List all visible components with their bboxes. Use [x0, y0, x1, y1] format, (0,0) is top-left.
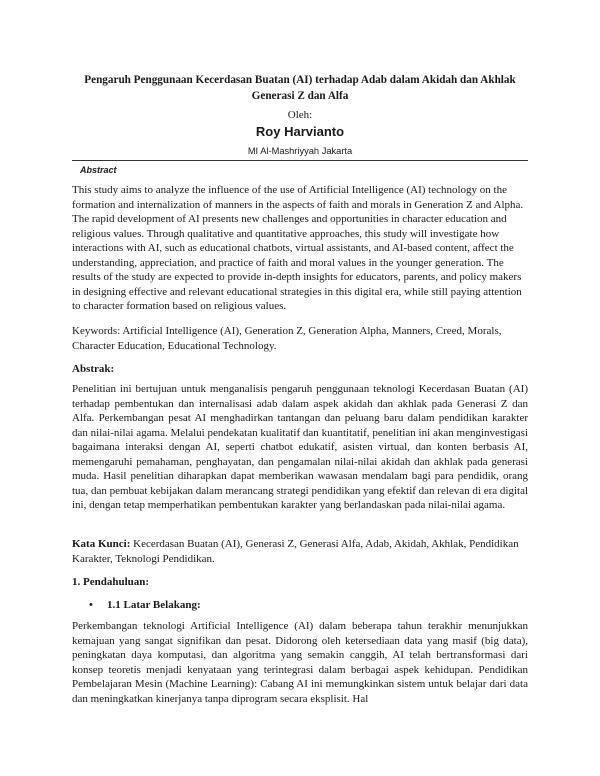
kata-kunci-paragraph [72, 537, 528, 566]
subsection-heading-latar-belakang [89, 599, 519, 611]
abstrak-heading: Abstrak: [72, 363, 115, 375]
title-line-2: Generasi Z dan Alfa [251, 90, 349, 102]
body-paragraph: Perkembangan teknologi Artificial Intelligence (AI) dalam beberapa tahun terakhir menunjukkan kemajuan yang sangat signifikan dan pesat. Didorong oleh ketersediaan data yang masif (big data), peningkatan daya komputasi, dan algoritma yang semakin canggih, AI telah bertransformasi dari konsep teoretis menjadi kenyataan yang terintegrasi dalam berbagai aspek kehidupan. Pendidikan Pembelajaran Mesin (Machine Learning): Cabang AI ini memungkinkan sistem untuk belajar dari data dan meningkatkan kinerjanya tanpa diprogram secara eksplisit. Hal [72, 620, 528, 705]
kata-kunci-label: Kata Kunci: [72, 538, 131, 550]
paper-title [60, 72, 540, 104]
by-label: Oleh: [287, 109, 313, 121]
abstrak-indonesian: Penelitian ini bertujuan untuk menganalisis pengaruh penggunaan teknologi Kecerdasan Buatan (AI) terhadap pembentukan dan internalisasi adab dalam aspek akidah dan akhlak pada Generasi Z dan Alfa. Perkembangan pesat AI menghadirkan tantangan dan peluang baru dalam pendidikan karakter dan nilai-nilai agama. Melalui pendekatan kualitatif dan kuantitatif, penelitian ini akan menginvestigasi bagaimana interaksi dengan AI, seperti chatbot edukatif, asisten virtual, dan konten berbasis AI, memengaruhi pemahaman, penghayatan, dan pengamalan nilai-nilai akidah dan akhlak pada generasi muda. Hasil penelitian diharapkan dapat memberikan wawasan mendalam bagi para pendidik, orang tua, dan pembuat kebijakan dalam merancang strategi pendidikan yang efektif dan relevan di era digital ini, dengan tetap memperhatikan pembentukan karakter yang berlandaskan pada nilai-nilai agama. [72, 383, 529, 511]
subsection-title: 1.1 Latar Belakang: [107, 599, 201, 611]
abstract-english: This study aims to analyze the influence of the use of Artificial Intelligence (AI) technology on the formation and internalization of manners in the aspects of faith and morals in Generation Z and Alpha. The rapid development of AI presents new challenges and opportunities in character education and religious values. Through qualitative and quantitative approaches, this study will investigate how interactions with AI, such as educational chatbots, virtual assistants, and AI-based content, affect the understanding, appreciation, and practice of faith and moral values in the younger generation. The results of the study are expected to provide in-depth insights for educators, parents, and policy makers in designing effective and relevant educational strategies in this digital era, while still paying attention to character formation based on religious values. [72, 184, 524, 312]
kata-kunci-text: Kecerdasan Buatan (AI), Generasi Z, Generasi Alfa, Adab, Akidah, Akhlak, Pendidikan Karakter, Teknologi Pendidikan. [72, 538, 519, 565]
keywords-english: Keywords: Artificial Intelligence (AI), Generation Z, Generation Alpha, Manners, Creed, Morals, Character Education, Educational Technology. [72, 325, 502, 352]
author-name: Roy Harvianto [255, 124, 345, 139]
title-line-1: Pengaruh Penggunaan Kecerdasan Buatan (AI) terhadap Adab dalam Akidah dan Akhlak [84, 74, 516, 86]
abstract-label: Abstract [80, 165, 117, 175]
author-affiliation: MI Al-Mashriyyah Jakarta [247, 146, 353, 156]
section-heading-pendahuluan: 1. Pendahuluan: [72, 576, 150, 588]
header-divider [72, 160, 528, 161]
bullet-icon: • [89, 599, 93, 611]
